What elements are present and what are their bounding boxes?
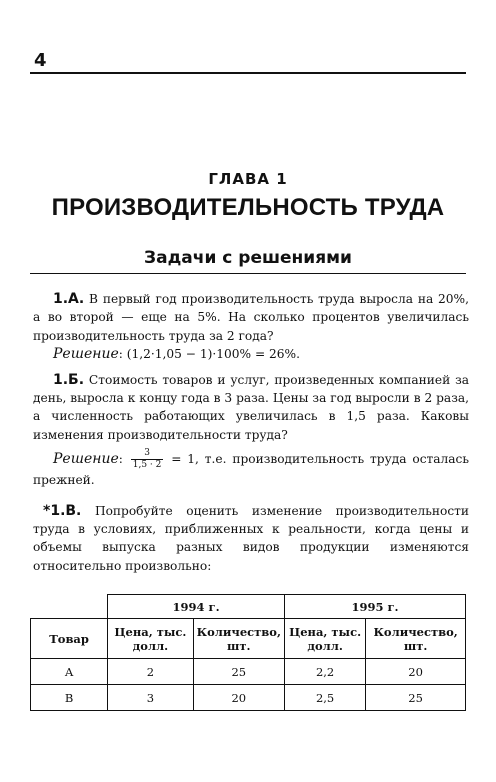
data-table — [30, 594, 466, 711]
problem-text: Стоимость товаров и услуг, произведенных компанией за день, выросла к концу года в 3 раза. Цены за год выросли в 2 раза, а численность работающих увеличилась в 1,5 раза. Каковы изменения производительности труда? — [33, 372, 470, 442]
table-cell: 20 — [193, 685, 284, 711]
table-cell: 3 — [108, 685, 194, 711]
table-cell: А — [31, 659, 108, 685]
year-header: 1995 г. — [284, 595, 465, 619]
solution-1a — [33, 345, 469, 363]
solution-word: Решение — [53, 346, 119, 363]
table-row — [31, 659, 466, 685]
table-cell: 2 — [108, 659, 194, 685]
fraction-numerator: 3 — [131, 448, 164, 460]
column-header: Товар — [31, 619, 108, 659]
column-header: Количество, шт. — [193, 619, 284, 659]
problem-1a — [33, 290, 469, 345]
table-corner — [31, 595, 108, 619]
fraction — [131, 448, 164, 471]
table-cell: В — [31, 685, 108, 711]
table-cell: 2,2 — [284, 659, 365, 685]
section-title: Задачи с решениями — [144, 248, 352, 268]
year-header: 1994 г. — [108, 595, 285, 619]
problems-body — [33, 290, 469, 575]
problem-1v — [33, 502, 469, 576]
table-cell: 2,5 — [284, 685, 365, 711]
solution-word: Решение — [53, 451, 119, 468]
problem-label: *1.В. — [43, 502, 82, 519]
problem-text: Попробуйте оценить изменение производительности труда в условиях, приближенных к реальности, когда цены и объемы выпуска разных видов продукции изменяются относительно произвольно: — [33, 503, 470, 573]
problem-label: 1.Б. — [53, 371, 85, 388]
table-cell: 25 — [193, 659, 284, 685]
header-rule — [30, 72, 466, 74]
problem-1b — [33, 371, 469, 445]
section-rule — [30, 273, 466, 274]
column-header: Количество, шт. — [366, 619, 466, 659]
solution-text: : (1,2·1,05 − 1)·100% = 26%. — [118, 347, 301, 362]
table-cell: 25 — [366, 685, 466, 711]
fraction-denominator: 1,5 · 2 — [132, 460, 162, 471]
table-cell: 20 — [366, 659, 466, 685]
solution-text: = 1, т.е. производительность труда осталась прежней. — [33, 452, 470, 488]
problem-text: В первый год производительность труда выросла на 20%, а во второй — еще на 5%. На сколько процентов увеличилась производительность труда за 2 года? — [33, 292, 469, 343]
page-number: 4 — [34, 50, 47, 71]
problem-label: 1.А. — [53, 291, 85, 307]
solution-1b: Решение: $\frac{3}{1,5 \cdot 2}$ = 1, т.е. производительность труда осталась прежней. — [33, 448, 470, 488]
column-header: Цена, тыс. долл. — [284, 619, 365, 659]
column-header: Цена, тыс. долл. — [108, 619, 194, 659]
chapter-label: ГЛАВА 1 — [208, 170, 288, 188]
chapter-title: ПРОИЗВОДИТЕЛЬНОСТЬ ТРУДА — [51, 194, 445, 221]
table-row — [31, 685, 466, 711]
